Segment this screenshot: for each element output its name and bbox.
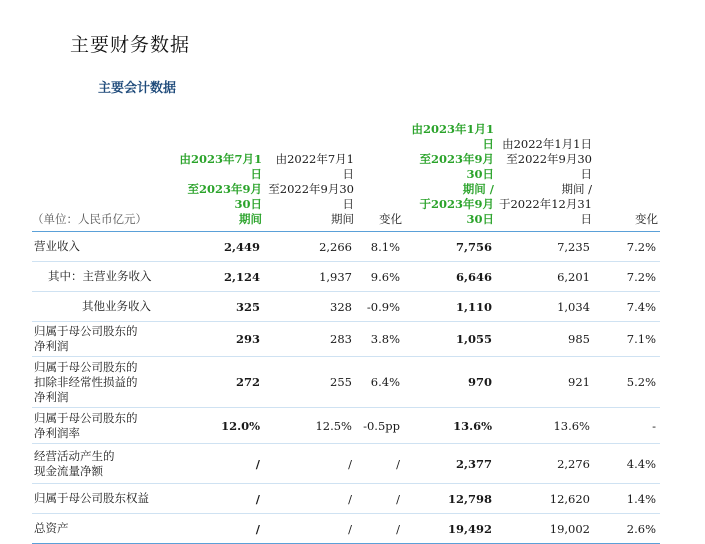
cell-c2: / bbox=[348, 456, 352, 471]
cell-c2: 328 bbox=[330, 299, 352, 314]
row-label: 营业收入 bbox=[34, 239, 80, 253]
cell-c6: 2.6% bbox=[626, 521, 656, 536]
cell-c5: 7,235 bbox=[557, 239, 590, 254]
cell-c6: - bbox=[652, 418, 656, 433]
table-row bbox=[32, 444, 660, 484]
cell-c4: 13.6% bbox=[453, 418, 492, 433]
table-row bbox=[32, 262, 660, 292]
header-col-change-ytd: 变化 bbox=[635, 212, 658, 226]
header-col-q3-2023: 由2023年7月1日 至2023年9月30日 期间 bbox=[179, 152, 262, 226]
cell-c4: 970 bbox=[467, 375, 492, 389]
cell-c2: / bbox=[348, 521, 352, 536]
cell-c2: 1,937 bbox=[319, 269, 352, 284]
cell-c2: 255 bbox=[330, 375, 352, 389]
cell-c5: 1,034 bbox=[557, 299, 590, 314]
cell-c5: 6,201 bbox=[557, 269, 590, 284]
cell-c6: 5.2% bbox=[626, 375, 656, 389]
cell-c3: / bbox=[396, 456, 400, 471]
cell-c1: 2,124 bbox=[223, 269, 260, 284]
row-label: 归属于母公司股东的 净利润 bbox=[34, 324, 138, 353]
section-title: 主要会计数据 bbox=[98, 81, 177, 96]
cell-c2: / bbox=[348, 491, 352, 506]
cell-c6: 7.1% bbox=[626, 332, 656, 346]
financial-data-table bbox=[32, 122, 660, 544]
cell-c4: 1,110 bbox=[455, 299, 492, 314]
header-col-change-q3: 变化 bbox=[379, 212, 402, 226]
cell-c4: 19,492 bbox=[447, 521, 492, 536]
table-row bbox=[32, 322, 660, 357]
cell-c1: / bbox=[255, 456, 260, 471]
cell-c3: / bbox=[396, 491, 400, 506]
cell-c4: 12,798 bbox=[447, 491, 492, 506]
cell-c3: -0.9% bbox=[366, 299, 400, 314]
cell-c1: 2,449 bbox=[223, 239, 260, 254]
cell-c3: 8.1% bbox=[370, 239, 400, 254]
cell-c5: 13.6% bbox=[553, 418, 590, 433]
row-label: 归属于母公司股东权益 bbox=[34, 491, 149, 505]
header-col-ytd-2022: 由2022年1月1日 至2022年9月30日 期间 / 于2022年12月31日 bbox=[498, 137, 592, 226]
cell-c4: 6,646 bbox=[455, 269, 492, 284]
cell-c5: 985 bbox=[568, 332, 590, 346]
cell-c2: 283 bbox=[330, 332, 352, 346]
cell-c1: 12.0% bbox=[221, 418, 260, 433]
page-title: 主要财务数据 bbox=[70, 34, 191, 56]
cell-c5: 2,276 bbox=[557, 456, 590, 471]
row-label: 其他业务收入 bbox=[82, 299, 151, 313]
cell-c1: / bbox=[255, 521, 260, 536]
cell-c6: 4.4% bbox=[626, 456, 656, 471]
cell-c5: 19,002 bbox=[549, 521, 590, 536]
cell-c3: 9.6% bbox=[370, 269, 400, 284]
row-label: 归属于母公司股东的 扣除非经常性损益的 净利润 bbox=[34, 359, 138, 404]
cell-c4: 2,377 bbox=[455, 456, 492, 471]
cell-c2: 12.5% bbox=[315, 418, 352, 433]
cell-c6: 7.2% bbox=[626, 269, 656, 284]
cell-c5: 12,620 bbox=[549, 491, 590, 506]
cell-c4: 7,756 bbox=[455, 239, 492, 254]
table-row bbox=[32, 514, 660, 544]
cell-c1: 325 bbox=[235, 299, 260, 314]
table-row bbox=[32, 232, 660, 262]
cell-c4: 1,055 bbox=[455, 332, 492, 346]
cell-c1: / bbox=[255, 491, 260, 506]
cell-c1: 293 bbox=[235, 332, 260, 346]
row-label: 经营活动产生的 现金流量净额 bbox=[34, 448, 115, 478]
row-label: 总资产 bbox=[34, 521, 69, 535]
cell-c6: 7.2% bbox=[626, 239, 656, 254]
table-row bbox=[32, 408, 660, 444]
table-row bbox=[32, 484, 660, 514]
table-row bbox=[32, 292, 660, 322]
cell-c2: 2,266 bbox=[319, 239, 352, 254]
table-header-row bbox=[32, 122, 660, 232]
cell-c3: 3.8% bbox=[370, 332, 400, 346]
row-label: 归属于母公司股东的 净利润率 bbox=[34, 410, 138, 440]
header-col-ytd-2023: 由2023年1月1日 至2023年9月30日 期间 / 于2023年9月30日 bbox=[411, 122, 494, 226]
cell-c6: 1.4% bbox=[626, 491, 656, 506]
cell-c6: 7.4% bbox=[626, 299, 656, 314]
cell-c3: / bbox=[396, 521, 400, 536]
row-label: 其中：主营业务收入 bbox=[48, 269, 152, 283]
cell-c3: 6.4% bbox=[370, 375, 400, 389]
cell-c3: -0.5pp bbox=[363, 418, 400, 433]
header-col-q3-2022: 由2022年7月1日 至2022年9月30日 期间 bbox=[268, 152, 354, 226]
table-row bbox=[32, 357, 660, 408]
unit-label: （单位：人民币亿元） bbox=[32, 212, 147, 226]
cell-c5: 921 bbox=[568, 375, 590, 389]
cell-c1: 272 bbox=[235, 375, 260, 389]
